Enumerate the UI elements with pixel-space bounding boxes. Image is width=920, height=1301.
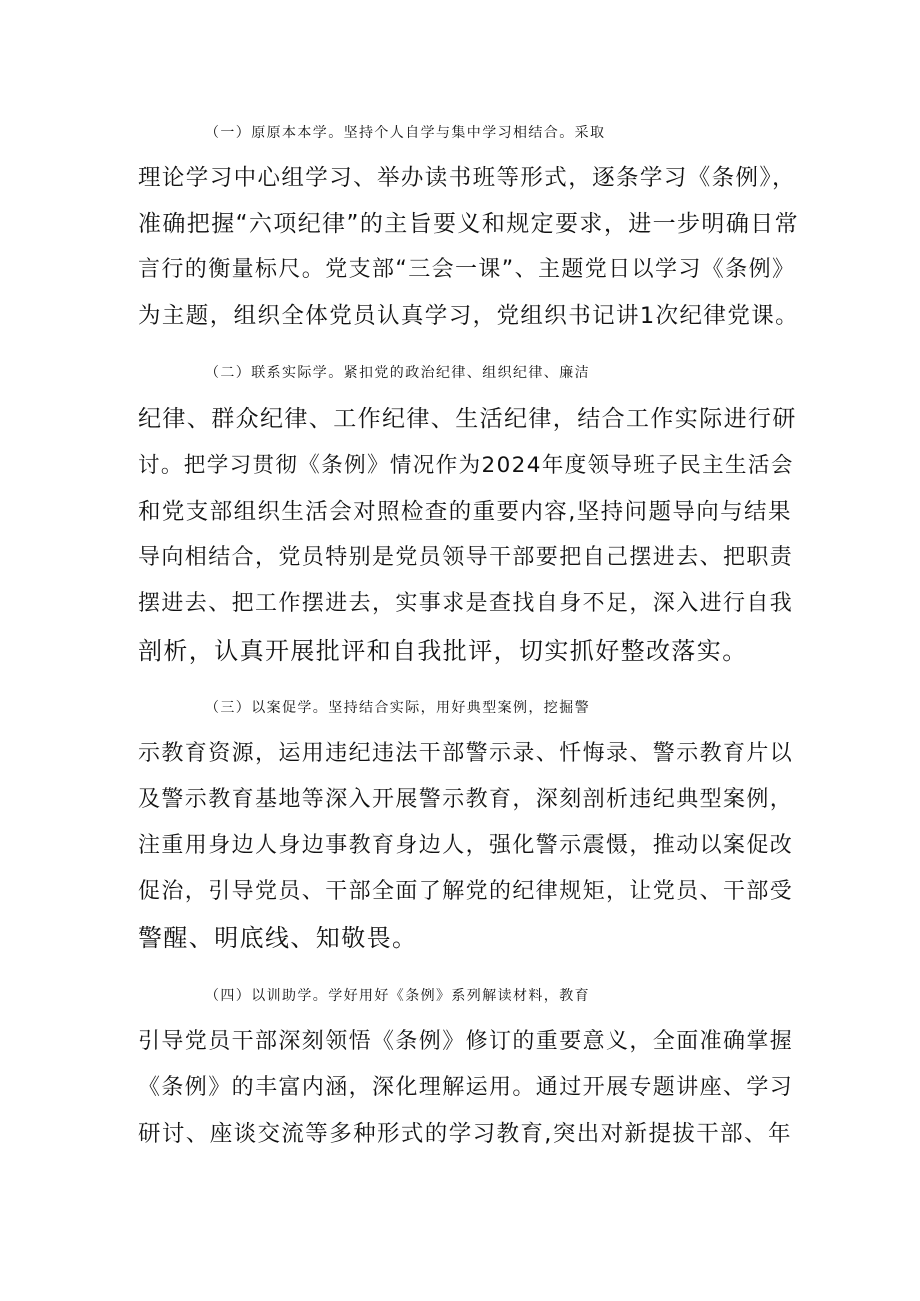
- paragraph-2-line-1: （二）联系实际学。紧扣党的政治纪律、组织纪律、廉洁: [205, 365, 590, 381]
- paragraph-3-line-1: （三）以案促学。坚持结合实际，用好典型案例，挖掘警: [205, 700, 590, 716]
- paragraph-3-line-4: 注重用身边人身边事教育身边人，强化警示震慑，推动以案促改: [138, 833, 794, 858]
- paragraph-2-line-5: 导向相结合，党员特别是党员领导干部要把自己摆进去、把职责: [138, 545, 794, 570]
- paragraph-3-line-2: 示教育资源，运用违纪违法干部警示录、忏悔录、警示教育片以: [138, 741, 794, 766]
- paragraph-2-line-2: 纪律、群众纪律、工作纪律、生活纪律，结合工作实际进行研: [138, 406, 797, 432]
- paragraph-3-line-3: 及警示教育基地等深入开展警示教育，深刻剖析违纪典型案例，: [138, 787, 794, 812]
- paragraph-4-line-2: 引导党员干部深刻领悟《条例》修订的重要意义，全面准确掌握: [138, 1029, 794, 1054]
- paragraph-3-line-5: 促治，引导党员、干部全面了解党的纪律规矩，让党员、干部受: [138, 879, 794, 904]
- paragraph-1-line-1: （一）原原本本学。坚持个人自学与集中学习相结合。采取: [205, 125, 606, 141]
- paragraph-2-line-7: 剖析，认真开展批评和自我批评，切实抓好整改落实。: [138, 637, 748, 665]
- paragraph-2-line-3: 讨。把学习贯彻《条例》情况作为2024年度领导班子民主生活会: [138, 453, 794, 478]
- paragraph-1-line-3: 准确把握“六项纪律”的主旨要义和规定要求，进一步明确日常: [138, 211, 800, 237]
- paragraph-2-line-4: 和党支部组织生活会对照检查的重要内容,坚持问题导向与结果: [138, 499, 792, 525]
- paragraph-1-line-5: 为主题，组织全体党员认真学习，党组织书记讲1次纪律党课。: [138, 303, 800, 329]
- paragraph-1-line-2: 理论学习中心组学习、举办读书班等形式，逐条学习《条例》，: [138, 165, 796, 191]
- paragraph-4-line-3: 《条例》的丰富内涵，深化理解运用。通过开展专题讲座、学习: [138, 1075, 794, 1100]
- paragraph-4-line-4: 研讨、座谈交流等多种形式的学习教育,突出对新提拔干部、年: [138, 1121, 792, 1147]
- paragraph-1-line-4: 言行的衡量标尺。党支部“三会一课”、主题党日以学习《条例》: [138, 257, 796, 282]
- paragraph-2-line-6: 摆进去、把工作摆进去，实事求是查找自身不足，深入进行自我: [138, 591, 794, 616]
- paragraph-3-line-6: 警醒、明底线、知敬畏。: [138, 924, 418, 952]
- paragraph-4-line-1: （四）以训助学。学好用好《条例》系列解读材料，教育: [205, 988, 590, 1004]
